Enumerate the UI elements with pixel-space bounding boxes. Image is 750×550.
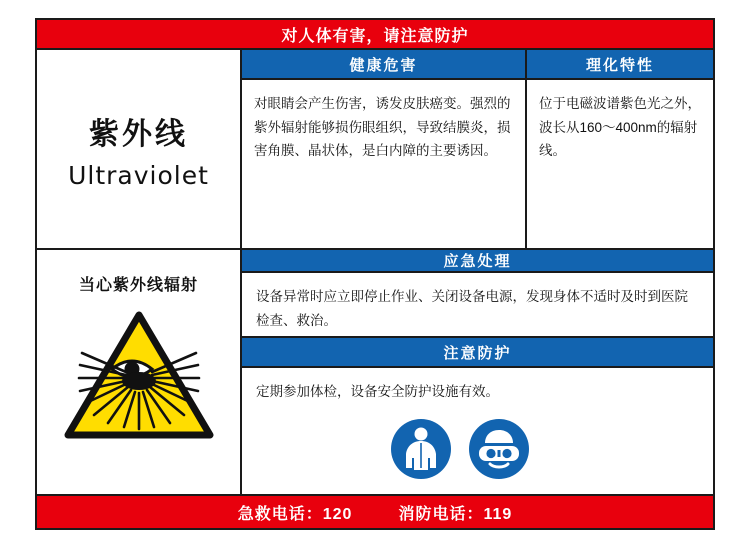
protective-clothing-icon xyxy=(390,418,452,480)
emergency-header: 应急处理 xyxy=(242,250,713,273)
uv-radiation-eye-hazard-triangle-icon xyxy=(64,309,214,441)
substance-name-en: Ultraviolet xyxy=(68,160,209,190)
emergency-section xyxy=(242,250,713,338)
bottom-phone-banner xyxy=(37,494,713,528)
safety-poster xyxy=(35,18,715,530)
warning-sign-label: 当心紫外线辐射 xyxy=(78,277,198,294)
warning-sign-cell xyxy=(37,250,242,494)
fire-phone: 消防电话：119 xyxy=(398,505,513,523)
health-hazard-header: 健康危害 xyxy=(242,50,525,80)
protection-text: 定期参加体检，设备安全防护设施有效。 xyxy=(256,384,499,399)
top-warning-banner: 对人体有害，请注意防护 xyxy=(37,20,713,50)
physical-property-header: 理化特性 xyxy=(527,50,713,80)
protection-header: 注意防护 xyxy=(242,338,713,368)
ppe-icon-row xyxy=(242,416,713,480)
bottom-row xyxy=(37,250,713,494)
emergency-phone: 急救电话：120 xyxy=(237,505,353,523)
substance-name-cn: 紫外线 xyxy=(89,117,188,151)
health-hazard-column xyxy=(242,50,527,248)
hazard-columns xyxy=(242,50,713,248)
poster-body xyxy=(37,50,713,494)
physical-property-text: 位于电磁波谱紫色光之外，波长从160～400nm的辐射线。 xyxy=(539,96,701,159)
procedures-column xyxy=(242,250,713,494)
emergency-text: 设备异常时应立即停止作业、关闭设备电源，发现身体不适时及时到医院检查、救治。 xyxy=(256,289,688,329)
safety-goggles-icon xyxy=(468,418,530,480)
physical-property-column xyxy=(527,50,713,248)
top-row xyxy=(37,50,713,250)
health-hazard-text: 对眼睛会产生伤害，诱发皮肤癌变。强烈的紫外辐射能够损伤眼组织，导致结膜炎，损害角膜、晶状体，是白内障的主要诱因。 xyxy=(254,96,511,159)
protection-section xyxy=(242,338,713,494)
substance-name-cell xyxy=(37,50,242,248)
